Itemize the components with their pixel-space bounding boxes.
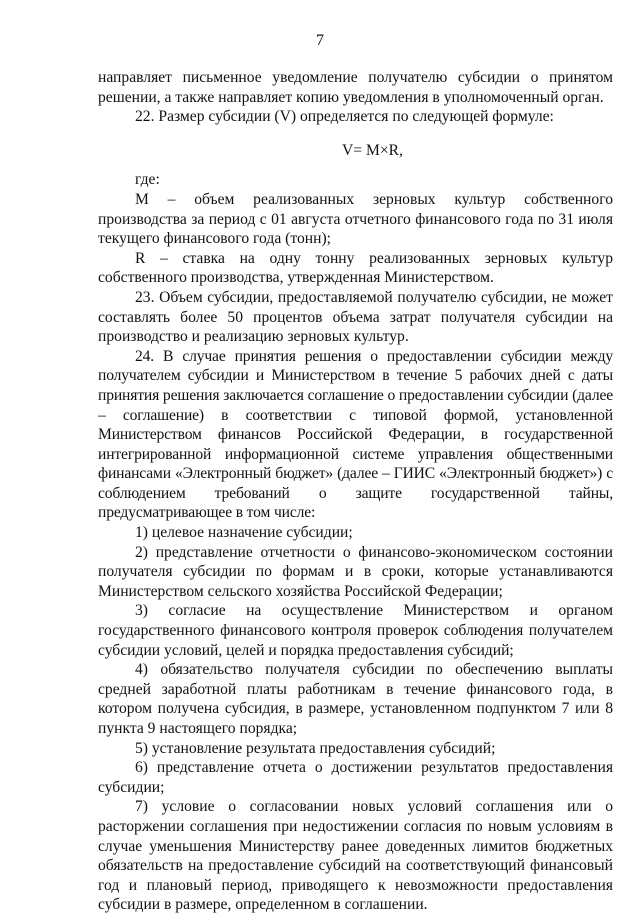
list-item-7: 7) условие о согласовании новых условий соглашения или о расторжении соглашения при недостижении согласия по новым условиям в случае уменьшения Министерству ранее доведенных лимитов бюджетных обязательств на предоставление субсидий на соответствующий финансовый год и плановый период, приводящего к невозможности предоставления субсидии в размере, определенном в соглашении. bbox=[98, 798, 613, 914]
formula-where-label: где: bbox=[135, 171, 160, 189]
list-item-5: 5) установление результата предоставления субсидий; bbox=[135, 739, 496, 757]
definition-r: R – ставка на одну тонну реализованных зерновых культур собственного производства, утвержденная Министерством. bbox=[98, 249, 613, 287]
paragraph-22: 22. Размер субсидии (V) определяется по следующей формуле: bbox=[135, 108, 554, 126]
list-item-3: 3) согласие на осуществление Министерством и органом государственного финансового контроля проверок соблюдения получателем субсидии условий, целей и порядка предоставления субсидий; bbox=[98, 602, 613, 659]
list-item-2: 2) представление отчетности о финансово-экономическом состоянии получателя субсидии по формам и в сроки, которые устанавливаются Министерством сельского хозяйства Российской Федерации; bbox=[98, 543, 613, 600]
definition-m: М – объем реализованных зерновых культур собственного производства за период с 01 августа отчетного финансового года по 31 июля текущего финансового года (тонн); bbox=[98, 190, 613, 248]
list-item-6: 6) представление отчета о достижении результатов предоставления субсидии; bbox=[98, 759, 613, 796]
page-number: 7 bbox=[316, 32, 324, 49]
paragraph-24: 24. В случае принятия решения о предоставлении субсидии между получателем субсидии и Министерством в течение 5 рабочих дней с даты принятия решения заключается соглашение о предоставлении субсидии (далее – соглашение) в соответствии с типовой формой, установленной Министерством финансов Российской Федерации, в государственной интегрированной информационной системе управления общественными финансами «Электронный бюджет» (далее – ГИИС «Электронный бюджет») с соблюдением требований о защите государственной тайны, предусматривающее в том числе: bbox=[98, 347, 613, 522]
list-item-4: 4) обязательство получателя субсидии по обеспечению выплаты средней заработной платы работникам в течение финансового года, в котором получена субсидия, в размере, установленном подпунктом 7 или 8 пункта 9 настоящего порядка; bbox=[98, 661, 613, 737]
formula: V= M×R, bbox=[342, 141, 403, 159]
paragraph-continuation: направляет письменное уведомление получателю субсидии о принятом решении, а также направляет копию уведомления в уполномоченный орган. bbox=[98, 69, 613, 106]
paragraph-23: 23. Объем субсидии, предоставляемой получателю субсидии, не может составлять более 50 процентов объема затрат получателя субсидии на производство и реализацию зерновых культур. bbox=[98, 288, 613, 346]
list-item-1: 1) целевое назначение субсидии; bbox=[135, 524, 353, 542]
document-body bbox=[98, 68, 613, 915]
